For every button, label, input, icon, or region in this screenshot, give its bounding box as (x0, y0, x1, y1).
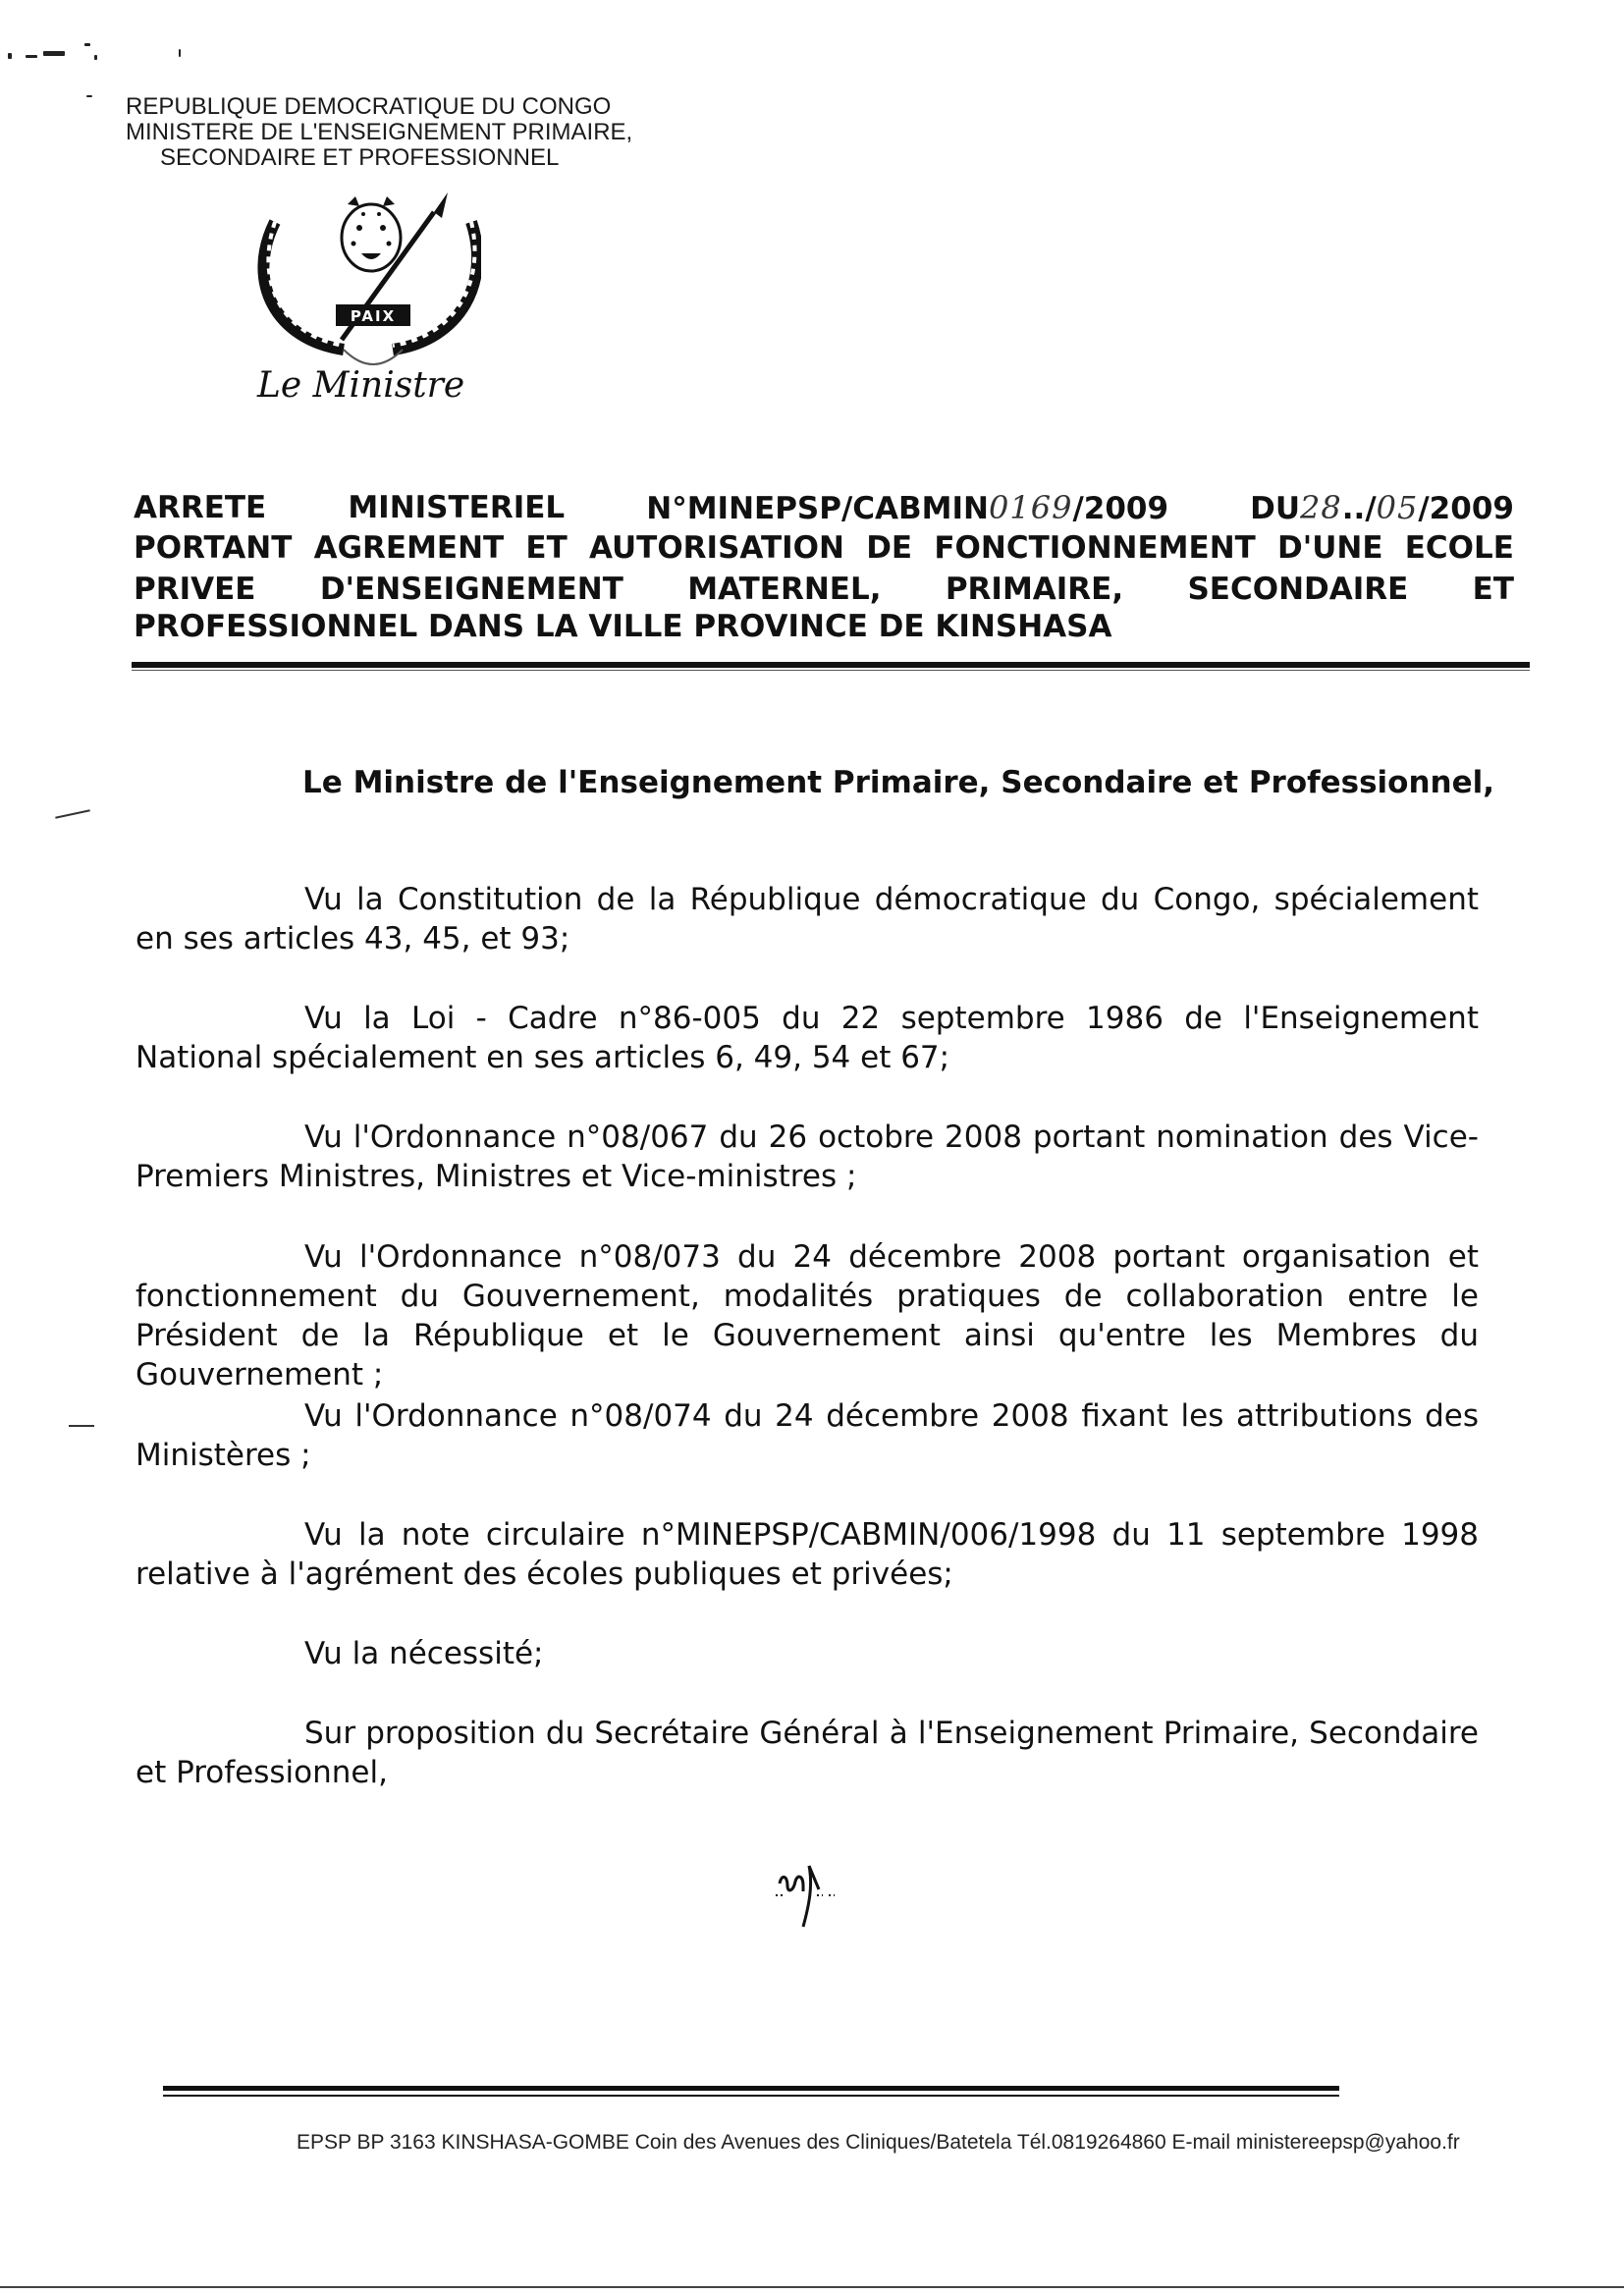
title-word: FONCTIONNEMENT (934, 530, 1256, 566)
title-word: ECOLE (1404, 530, 1514, 566)
title-word: D'ENSEIGNEMENT (319, 572, 623, 607)
title-word: ET (1472, 572, 1514, 607)
recital-paragraph: Sur proposition du Secrétaire Général à l'Enseignement Primaire, Secondaire et Professionnel, (135, 1716, 1479, 1790)
title-word: PRIVEE (134, 572, 256, 607)
recital-paragraph: Vu l'Ordonnance n°08/067 du 26 octobre 2008 portant nomination des Vice-Premiers Ministres, Ministres et Vice-ministres ; (135, 1120, 1479, 1194)
title-word: AGREMENT (313, 530, 505, 566)
scan-mark (55, 809, 90, 818)
scan-speck (8, 53, 12, 59)
title-word: MATERNEL, (687, 572, 882, 607)
recital-paragraph: Vu la Constitution de la République démocratique du Congo, spécialement en ses articles 43, 45, et 93; (135, 882, 1479, 956)
title-word: PORTANT (134, 530, 293, 566)
title-word: ARRETE (134, 490, 267, 525)
recital-paragraph: Vu la Loi - Cadre n°86-005 du 22 septembre 1986 de l'Enseignement National spécialement en ses articles 6, 49, 54 et 67; (135, 1001, 1479, 1075)
handwritten-number: 0169 (989, 489, 1073, 526)
coat-of-arms-emblem (245, 192, 481, 379)
title-divider (132, 662, 1530, 668)
footer-divider (163, 2086, 1339, 2091)
recital-paragraph: Vu la nécessité; (304, 1636, 544, 1671)
scan-speck (94, 55, 97, 60)
recital-paragraph: Vu la note circulaire n°MINEPSP/CABMIN/006/1998 du 11 septembre 1998 relative à l'agrément des écoles publiques et privées; (135, 1517, 1479, 1592)
title-word: DE (866, 530, 913, 566)
title-word: PRIMAIRE, (945, 572, 1124, 607)
letterhead-ministry: MINISTERE DE L'ENSEIGNEMENT PRIMAIRE, (126, 119, 633, 145)
recital-paragraph: Vu l'Ordonnance n°08/074 du 24 décembre 2008 fixant les attributions des Ministères ; (135, 1398, 1479, 1473)
decree-date: DU28../05/2009 (1250, 489, 1514, 526)
title-word: AUTORISATION (588, 530, 844, 566)
footer-divider-thin (163, 2095, 1339, 2097)
scan-speck (86, 95, 92, 97)
scan-bottom-edge (0, 2286, 1624, 2288)
title-word: SECONDAIRE (1187, 572, 1409, 607)
title-divider-thin (132, 670, 1530, 671)
handwritten-day: 28 (1300, 489, 1342, 526)
title-word: D'UNE (1277, 530, 1383, 566)
decree-number: N°MINEPSP/CABMIN0169/2009 (646, 489, 1169, 526)
minister-signature-title: Le Ministre (257, 365, 465, 406)
scan-mark (69, 1425, 94, 1427)
recital-paragraph: Vu l'Ordonnance n°08/073 du 24 décembre 2008 portant organisation et fonctionnement du Gouvernement, modalités pratiques de collaboration entre le Président de la République et le Gouvernement ainsi qu'entre les Membres du Gouvernement ; (135, 1239, 1479, 1393)
minister-heading: Le Ministre de l'Enseignement Primaire, Secondaire et Professionnel, (302, 765, 1495, 800)
decree-title-line-1 (134, 491, 1514, 525)
letterhead-country: REPUBLIQUE DEMOCRATIQUE DU CONGO (126, 93, 612, 120)
decree-title-line-4: PROFESSIONNEL DANS LA VILLE PROVINCE DE KINSHASA (134, 609, 1112, 644)
scan-speck (84, 43, 90, 46)
decree-title-line-2 (134, 531, 1514, 565)
title-word: ET (525, 530, 568, 566)
decree-title-line-3 (134, 573, 1514, 606)
letterhead (126, 94, 632, 171)
scan-speck (26, 55, 37, 58)
footer-address: EPSP BP 3163 KINSHASA-GOMBE Coin des Avenues des Cliniques/Batetela Tél.0819264860 E-mail ministereepsp@yahoo.fr (297, 2131, 1460, 2154)
title-word: MINISTERIEL (348, 490, 566, 525)
scan-speck (179, 49, 181, 57)
handwritten-month: 05 (1376, 489, 1419, 526)
svg-text:PAIX: PAIX (350, 307, 397, 325)
letterhead-ministry-continued: SECONDAIRE ET PROFESSIONNEL (160, 144, 560, 171)
handwritten-initials (774, 1856, 852, 1935)
scan-speck (43, 51, 65, 56)
